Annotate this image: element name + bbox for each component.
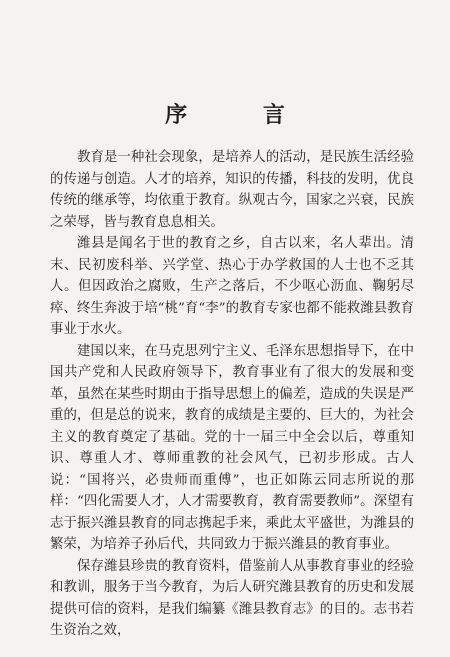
paragraph-1: 教育是一种社会现象，是培养人的活动，是民族生活经验的传递与创造。人才的培养，知识的传播，科技的发明，优良传统的继承等，均依重于教育。纵观古今，国家之兴衰，民族之荣辱，皆与教育息息相关。 [50,150,414,230]
paragraph-2: 潍县是闻名于世的教育之乡，自古以来，名人辈出。清末、民初废科举、兴学堂、热心于办学救国的人士也不乏其人。但因政治之腐败，生产之落后，不少呕心沥血、鞠躬尽瘁、终生奔波于培“桃”育“李”的教育专家也都不能救潍县教育事业于水火。 [50,236,414,337]
paragraph-3: 建国以来，在马克思列宁主义、毛泽东思想指导下，在中国共产党和人民政府领导下，教育事业有了很大的发展和变革，虽然在某些时期由于指导思想上的偏差，造成的失误是严重的，但是总的说来，教育的成绩是主要的、巨大的，为社会主义的教育奠定了基础。党的十一届三中全会以后，尊重知识、尊重人才、尊师重教的社会风气，已初步形成。古人说：“国将兴，必贵师而重傅”，也正如陈云同志所说的那样：“四化需要人才，人才需要教育，教育需要教师”。深望有志于振兴潍县教育的同志携起手来，乘此太平盛世，为潍县的繁荣，为培养子孙后代，共同致力于振兴潍县的教育事业。 [50,343,414,552]
paragraph-4: 保存潍县珍贵的教育资料，借鉴前人从事教育事业的经验和教训，服务于当今教育，为后人研究潍县教育的历史和发展提供可信的资料，是我们编纂《潍县教育志》的目的。志书若生资治之效， [50,558,414,638]
preface-body [50,147,414,642]
page-title: 序 言 [165,102,319,128]
